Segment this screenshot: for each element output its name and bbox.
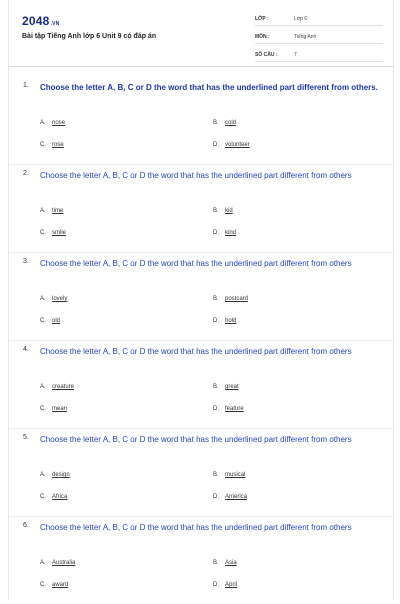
header-divider (9, 66, 393, 67)
option-letter: B. (213, 560, 219, 566)
question-number: 2. (23, 170, 29, 177)
question-number: 5. (23, 434, 29, 441)
option-word: kind (225, 230, 237, 236)
option-word: old (52, 318, 61, 324)
meta-info (255, 14, 383, 68)
option-letter: B. (213, 208, 219, 214)
option-word: America (225, 494, 248, 500)
question-item (9, 252, 393, 340)
answer-option[interactable] (213, 142, 250, 148)
answer-option[interactable] (213, 318, 236, 324)
answer-option[interactable] (40, 230, 66, 236)
answer-option[interactable] (213, 208, 233, 214)
question-item (9, 164, 393, 252)
option-word: award (52, 582, 69, 588)
option-word: time (52, 208, 64, 214)
answer-option[interactable] (213, 120, 236, 126)
option-letter: C. (40, 142, 46, 148)
option-word: great (225, 384, 239, 390)
option-word: kid (225, 208, 233, 214)
question-number: 3. (23, 258, 29, 265)
meta-label: MÔN : (255, 34, 270, 40)
option-letter: D. (213, 582, 219, 588)
page-title: Bài tập Tiếng Anh lớp 6 Unit 9 có đáp án (22, 33, 157, 40)
answer-option[interactable] (40, 120, 65, 126)
option-word: design (52, 472, 70, 478)
option-letter: C. (40, 318, 46, 324)
option-letter: B. (213, 120, 219, 126)
option-word: April (225, 582, 238, 588)
option-word: creature (52, 384, 75, 390)
meta-row-count (255, 50, 383, 62)
option-word: Asia (225, 560, 237, 566)
meta-row-class (255, 14, 383, 26)
meta-value: Lớp 6 (294, 16, 308, 22)
question-number: 1. (23, 82, 29, 89)
answer-option[interactable] (40, 472, 70, 478)
option-word: postcard (225, 296, 249, 302)
question-list (9, 77, 393, 604)
option-letter: D. (213, 142, 219, 148)
meta-value: 7 (294, 52, 297, 58)
answer-option[interactable] (213, 494, 247, 500)
answer-option[interactable] (40, 296, 67, 302)
meta-row-subject (255, 32, 383, 44)
option-letter: D. (213, 230, 219, 236)
answer-option[interactable] (213, 384, 239, 390)
meta-value: Tiếng Anh (294, 34, 317, 40)
option-letter: D. (213, 406, 219, 412)
worksheet-header (9, 0, 393, 64)
question-text: Choose the letter A, B, C or D the word that has the underlined part different from others (40, 259, 352, 268)
question-item (9, 77, 393, 164)
answer-option[interactable] (40, 208, 63, 214)
option-letter: A. (40, 384, 46, 390)
option-letter: A. (40, 560, 46, 566)
logo-sub: .VN (50, 21, 60, 27)
answer-option[interactable] (213, 560, 237, 566)
answer-option[interactable] (213, 230, 236, 236)
answer-option[interactable] (40, 560, 75, 566)
option-letter: A. (40, 208, 46, 214)
question-text: Choose the letter A, B, C or D the word that has the underlined part different from others (40, 347, 352, 356)
option-word: feature (225, 406, 244, 412)
answer-option[interactable] (40, 142, 64, 148)
question-text: Choose the letter A, B, C or D the word that has the underlined part different from others (40, 523, 352, 532)
option-letter: D. (213, 318, 219, 324)
question-item (9, 428, 393, 516)
option-letter: C. (40, 230, 46, 236)
option-word: musical (225, 472, 246, 478)
option-letter: D. (213, 494, 219, 500)
option-letter: B. (213, 296, 219, 302)
option-word: Australia (52, 560, 76, 566)
option-word: volunteer (225, 142, 250, 148)
question-item (9, 516, 393, 604)
worksheet-page (8, 0, 394, 600)
option-word: nose (52, 120, 66, 126)
option-letter: C. (40, 494, 46, 500)
option-letter: A. (40, 472, 46, 478)
answer-option[interactable] (213, 296, 248, 302)
option-word: Africa (52, 494, 68, 500)
option-word: mean (52, 406, 68, 412)
answer-option[interactable] (40, 494, 67, 500)
answer-option[interactable] (40, 384, 74, 390)
option-word: lovely (52, 296, 68, 302)
answer-option[interactable] (40, 406, 67, 412)
question-text: Choose the letter A, B, C or D the word that has the underlined part different from others (40, 435, 352, 444)
answer-option[interactable] (40, 318, 60, 324)
question-text: Choose the letter A, B, C or D the word that has the underlined part different from others (40, 171, 352, 180)
answer-option[interactable] (40, 582, 68, 588)
question-item (9, 340, 393, 428)
option-word: smile (52, 230, 67, 236)
answer-option[interactable] (213, 406, 244, 412)
meta-label: LỚP : (255, 16, 269, 22)
option-word: cold (225, 120, 237, 126)
option-letter: B. (213, 384, 219, 390)
site-logo[interactable] (22, 14, 59, 28)
option-letter: A. (40, 120, 46, 126)
option-word: rose (52, 142, 64, 148)
question-number: 6. (23, 522, 29, 529)
logo-main: 2048 (22, 14, 50, 28)
option-letter: C. (40, 406, 46, 412)
option-letter: B. (213, 472, 219, 478)
question-number: 4. (23, 346, 29, 353)
option-letter: C. (40, 582, 46, 588)
option-letter: A. (40, 296, 46, 302)
option-word: hold (225, 318, 237, 324)
answer-option[interactable] (213, 582, 237, 588)
meta-label: SỐ CÂU : (255, 52, 278, 58)
answer-option[interactable] (213, 472, 245, 478)
question-text: Choose the letter A, B, C or D the word that has the underlined part different from others. (40, 83, 378, 92)
